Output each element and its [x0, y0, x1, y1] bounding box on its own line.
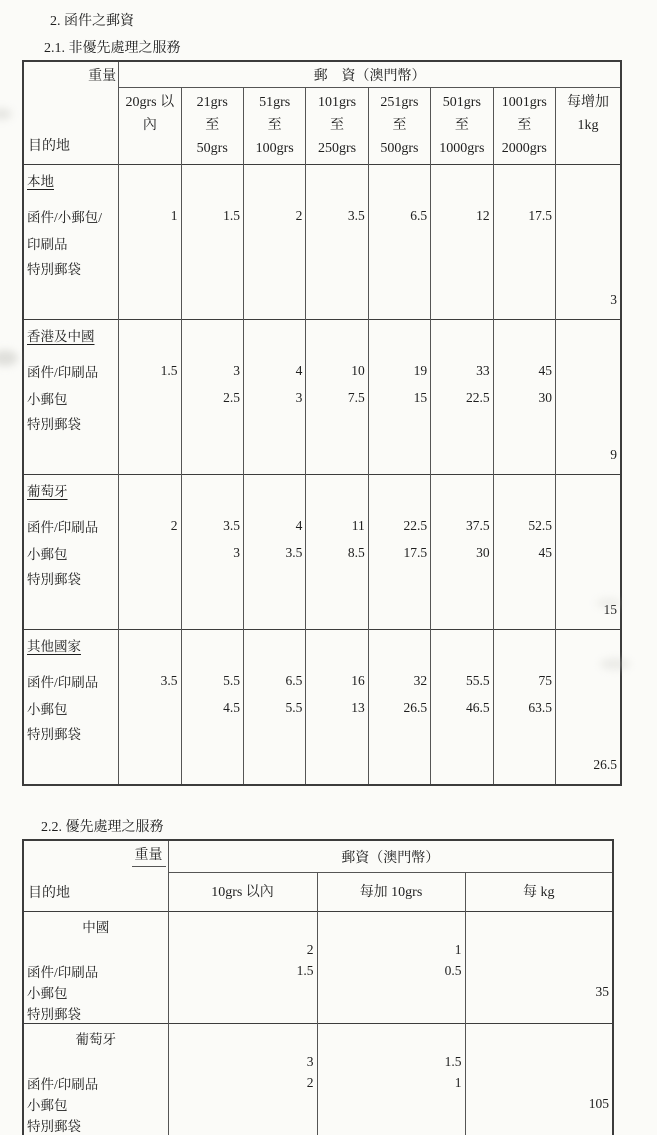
fee-value: [306, 320, 368, 358]
destination-name: 葡萄牙: [23, 1024, 168, 1052]
fee-value: [493, 320, 555, 358]
fee-value: 8.5: [306, 539, 368, 566]
fee-value: 33: [431, 357, 493, 384]
fee-value: 30: [493, 384, 555, 411]
destination-name: 葡萄牙: [23, 475, 119, 513]
non-priority-rate-table: [22, 60, 622, 786]
fee-value: [431, 320, 493, 358]
fee-value: [181, 256, 243, 320]
rate-row: [23, 320, 621, 358]
item-label: 特別郵袋: [23, 1002, 168, 1024]
fee-value: [119, 539, 181, 566]
fee-value: [317, 1024, 465, 1052]
fee-value: [119, 721, 181, 785]
destination-name: 本地: [23, 165, 119, 203]
fee-value: [119, 630, 181, 668]
postage-header: 郵資（澳門幣）: [168, 840, 613, 873]
fee-value: [243, 475, 305, 513]
fee-value: [317, 1093, 465, 1114]
rate-row: [23, 721, 621, 785]
item-label: 小郵包: [23, 694, 119, 721]
item-label: 印刷品: [23, 229, 119, 256]
fee-value: [465, 1072, 613, 1093]
fee-value: [119, 566, 181, 630]
fee-value: [555, 357, 621, 384]
destination-name: 其他國家: [23, 630, 119, 668]
fee-value: 4: [243, 357, 305, 384]
item-label: 小郵包: [23, 384, 119, 411]
fee-value: 22.5: [431, 384, 493, 411]
fee-value: 9: [555, 411, 621, 475]
fee-value: [119, 384, 181, 411]
weight-range-header: 501grs 至 1000grs: [431, 88, 493, 165]
fee-value: 3: [168, 1051, 317, 1072]
fee-value: 0.5: [317, 960, 465, 981]
fee-value: [368, 566, 430, 630]
fee-value: [431, 721, 493, 785]
fee-value: 3: [181, 357, 243, 384]
fee-value: [555, 512, 621, 539]
fee-value: [493, 566, 555, 630]
fee-value: 3: [243, 384, 305, 411]
fee-value: [317, 912, 465, 940]
fee-value: 52.5: [493, 512, 555, 539]
fee-value: [431, 229, 493, 256]
weight-range-header: 1001grs 至 2000grs: [493, 88, 555, 165]
fee-value: [317, 981, 465, 1002]
page-title: 2. 函件之郵資: [50, 14, 134, 29]
fee-value: [243, 566, 305, 630]
rate-row: [23, 939, 613, 960]
rate-row: [23, 229, 621, 256]
fee-value: 45: [493, 357, 555, 384]
fee-value: [306, 630, 368, 668]
fee-value: 17.5: [493, 202, 555, 229]
rate-row: [23, 1024, 613, 1052]
fee-value: 5.5: [181, 667, 243, 694]
fee-value: [493, 256, 555, 320]
rate-row: [23, 202, 621, 229]
rate-row: [23, 1114, 613, 1135]
fee-value: [368, 411, 430, 475]
item-label: 小郵包: [23, 539, 119, 566]
weight-label: 重量: [132, 844, 166, 867]
rate-row: [23, 694, 621, 721]
fee-value: [181, 630, 243, 668]
fee-value: 4.5: [181, 694, 243, 721]
fee-value: [368, 721, 430, 785]
fee-value: 30: [431, 539, 493, 566]
rate-row: [23, 256, 621, 320]
corner-cell: [23, 840, 168, 912]
fee-value: [555, 384, 621, 411]
fee-value: [368, 229, 430, 256]
fee-value: 6.5: [368, 202, 430, 229]
fee-value: 3.5: [119, 667, 181, 694]
fee-value: [181, 320, 243, 358]
fee-value: 26.5: [555, 721, 621, 785]
item-label: 特別郵袋: [23, 721, 119, 785]
fee-value: [181, 165, 243, 203]
postage-header: 郵 資（澳門幣）: [119, 61, 621, 88]
fee-value: 105: [465, 1093, 613, 1114]
item-label: [23, 939, 168, 960]
fee-value: [555, 475, 621, 513]
fee-value: [168, 1002, 317, 1024]
fee-value: [555, 320, 621, 358]
scan-artifact: [0, 350, 18, 366]
fee-value: 3.5: [243, 539, 305, 566]
fee-value: 1.5: [168, 960, 317, 981]
fee-value: [493, 165, 555, 203]
fee-value: 10: [306, 357, 368, 384]
fee-value: [119, 475, 181, 513]
fee-value: [306, 229, 368, 256]
rate-row: [23, 512, 621, 539]
fee-value: [119, 165, 181, 203]
fee-value: [306, 475, 368, 513]
item-label: 函件/印刷品: [23, 357, 119, 384]
weight-range-header: 51grs 至 100grs: [243, 88, 305, 165]
item-label: [23, 1051, 168, 1072]
fee-value: [243, 721, 305, 785]
fee-value: 2: [168, 939, 317, 960]
fee-value: [181, 411, 243, 475]
rate-row: [23, 981, 613, 1002]
fee-value: 1.5: [317, 1051, 465, 1072]
corner-cell: [23, 61, 119, 165]
fee-value: 19: [368, 357, 430, 384]
item-label: 特別郵袋: [23, 1114, 168, 1135]
fee-value: [555, 694, 621, 721]
item-label: 特別郵袋: [23, 411, 119, 475]
fee-value: 1: [119, 202, 181, 229]
fee-value: [168, 1093, 317, 1114]
item-label: 特別郵袋: [23, 566, 119, 630]
rate-row: [23, 1093, 613, 1114]
fee-value: [119, 694, 181, 721]
fee-value: 1: [317, 939, 465, 960]
item-label: 特別郵袋: [23, 256, 119, 320]
fee-value: [493, 475, 555, 513]
fee-value: [119, 229, 181, 256]
scan-artifact: [0, 108, 12, 120]
fee-value: 1.5: [119, 357, 181, 384]
fee-value: 63.5: [493, 694, 555, 721]
fee-value: 2: [119, 512, 181, 539]
scanned-postal-rates-page: [0, 10, 657, 1134]
fee-value: [243, 165, 305, 203]
fee-value: [181, 566, 243, 630]
weight-range-header: 每 kg: [465, 873, 613, 912]
fee-value: [119, 320, 181, 358]
fee-value: 37.5: [431, 512, 493, 539]
fee-value: 12: [431, 202, 493, 229]
fee-value: [493, 411, 555, 475]
scan-artifact: [600, 658, 630, 670]
fee-value: [555, 229, 621, 256]
fee-value: 2.5: [181, 384, 243, 411]
weight-range-header: 251grs 至 500grs: [368, 88, 430, 165]
priority-rate-table: [22, 839, 614, 1135]
scan-artifact: [596, 598, 622, 608]
fee-value: [168, 912, 317, 940]
fee-value: [431, 256, 493, 320]
fee-value: 3.5: [181, 512, 243, 539]
rate-row: [23, 357, 621, 384]
fee-value: 1.5: [181, 202, 243, 229]
item-label: 小郵包: [23, 981, 168, 1002]
fee-value: 46.5: [431, 694, 493, 721]
fee-value: 11: [306, 512, 368, 539]
item-label: 函件/印刷品: [23, 667, 119, 694]
fee-value: [431, 165, 493, 203]
fee-value: [181, 475, 243, 513]
fee-value: 5.5: [243, 694, 305, 721]
fee-value: [465, 939, 613, 960]
fee-value: [368, 320, 430, 358]
section-heading-priority: 2.2. 優先處理之服務: [41, 820, 164, 835]
fee-value: 16: [306, 667, 368, 694]
fee-value: [465, 912, 613, 940]
item-label: 函件/印刷品: [23, 1072, 168, 1093]
fee-value: [465, 1051, 613, 1072]
rate-row: [23, 912, 613, 940]
fee-value: [168, 981, 317, 1002]
fee-value: 3: [181, 539, 243, 566]
fee-value: 3.5: [306, 202, 368, 229]
rate-row: [23, 630, 621, 668]
fee-value: [493, 630, 555, 668]
fee-value: 15: [368, 384, 430, 411]
fee-value: 26.5: [368, 694, 430, 721]
weight-range-header: 每加 10grs: [317, 873, 465, 912]
weight-range-header: 20grs 以內: [119, 88, 181, 165]
fee-value: [243, 320, 305, 358]
fee-value: [168, 1114, 317, 1135]
fee-value: 7.5: [306, 384, 368, 411]
rate-row: [23, 384, 621, 411]
fee-value: [306, 566, 368, 630]
weight-range-header: 每增加 1kg: [555, 88, 621, 165]
item-label: 函件/印刷品: [23, 960, 168, 981]
rate-row: [23, 1002, 613, 1024]
rate-row: [23, 566, 621, 630]
fee-value: [181, 229, 243, 256]
rate-row: [23, 411, 621, 475]
weight-range-header: 10grs 以內: [168, 873, 317, 912]
fee-value: [555, 165, 621, 203]
rate-row: [23, 165, 621, 203]
destination-name: 中國: [23, 912, 168, 940]
fee-value: 75: [493, 667, 555, 694]
item-label: 小郵包: [23, 1093, 168, 1114]
fee-value: [119, 411, 181, 475]
fee-value: [493, 229, 555, 256]
fee-value: [368, 165, 430, 203]
fee-value: 17.5: [368, 539, 430, 566]
fee-value: [431, 475, 493, 513]
fee-value: [243, 630, 305, 668]
fee-value: [465, 1024, 613, 1052]
fee-value: [368, 630, 430, 668]
fee-value: [317, 1114, 465, 1135]
fee-value: [306, 256, 368, 320]
rate-row: [23, 1072, 613, 1093]
fee-value: [181, 721, 243, 785]
fee-value: 2: [168, 1072, 317, 1093]
fee-value: [493, 721, 555, 785]
fee-value: [431, 411, 493, 475]
fee-value: 32: [368, 667, 430, 694]
fee-value: [243, 256, 305, 320]
fee-value: 55.5: [431, 667, 493, 694]
fee-value: [431, 566, 493, 630]
fee-value: [431, 630, 493, 668]
rate-row: [23, 539, 621, 566]
fee-value: [465, 1002, 613, 1024]
fee-value: 45: [493, 539, 555, 566]
destination-name: 香港及中國: [23, 320, 119, 358]
fee-value: [555, 539, 621, 566]
rate-row: [23, 667, 621, 694]
item-label: 函件/小郵包/: [23, 202, 119, 229]
rate-row: [23, 1051, 613, 1072]
fee-value: [465, 1114, 613, 1135]
weight-range-header: 101grs 至 250grs: [306, 88, 368, 165]
fee-value: [306, 721, 368, 785]
fee-value: 35: [465, 981, 613, 1002]
fee-value: [555, 667, 621, 694]
weight-label: 重量: [88, 69, 117, 84]
rate-row: [23, 960, 613, 981]
fee-value: 22.5: [368, 512, 430, 539]
fee-value: [465, 960, 613, 981]
destination-label: 目的地: [28, 886, 70, 901]
fee-value: [243, 229, 305, 256]
fee-value: 15: [555, 566, 621, 630]
fee-value: 1: [317, 1072, 465, 1093]
fee-value: [306, 165, 368, 203]
item-label: 函件/印刷品: [23, 512, 119, 539]
fee-value: 13: [306, 694, 368, 721]
fee-value: [119, 256, 181, 320]
fee-value: [317, 1002, 465, 1024]
fee-value: [368, 256, 430, 320]
fee-value: [243, 411, 305, 475]
rate-row: [23, 475, 621, 513]
fee-value: 2: [243, 202, 305, 229]
fee-value: 4: [243, 512, 305, 539]
fee-value: 3: [555, 256, 621, 320]
weight-range-header: 21grs 至 50grs: [181, 88, 243, 165]
destination-label: 目的地: [28, 139, 70, 154]
fee-value: [168, 1024, 317, 1052]
fee-value: [306, 411, 368, 475]
fee-value: [368, 475, 430, 513]
section-heading-non-priority: 2.1. 非優先處理之服務: [44, 41, 181, 56]
fee-value: [555, 202, 621, 229]
fee-value: 6.5: [243, 667, 305, 694]
